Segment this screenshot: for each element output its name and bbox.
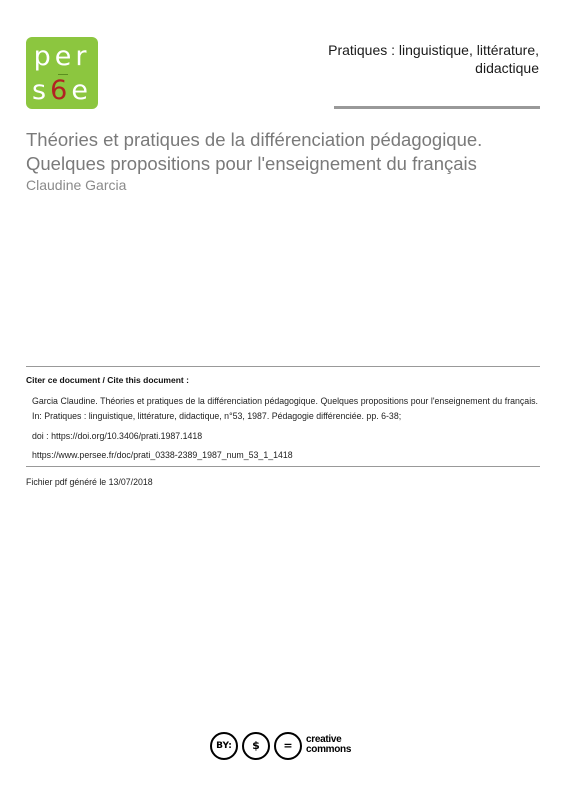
citation-heading: Citer ce document / Cite this document : [26, 375, 189, 385]
logo-text-bottom: s6e [32, 75, 92, 106]
cc-by-icon: BY: [210, 732, 238, 760]
logo-text-top: per [33, 41, 91, 72]
citation-bottom-rule [26, 466, 540, 467]
article-author: Claudine Garcia [26, 177, 127, 193]
persee-url-link[interactable]: https://www.persee.fr/doc/prati_0338-2389_1987_num_53_1_1418 [32, 450, 293, 460]
cc-noderivatives-icon: = [274, 732, 302, 760]
article-title: Théories et pratiques de la différenciation pédagogique. Quelques propositions pour l'enseignement du français [26, 129, 483, 174]
generated-date: Fichier pdf généré le 13/07/2018 [26, 477, 153, 487]
persee-logo[interactable] [26, 37, 98, 109]
citation-text: Garcia Claudine. Théories et pratiques de la différenciation pédagogique. Quelques propositions pour l'enseignement du français. In: Pratiques : linguistique, littérature, didactique, n°53, 1987. Pédagogie différenciée. pp. 6-38; [32, 396, 538, 421]
header-divider [334, 106, 540, 109]
citation-top-rule [26, 366, 540, 367]
cc-noncommercial-icon: $ [242, 732, 270, 760]
journal-name: Pratiques : linguistique, littérature, didactique [328, 42, 539, 76]
creative-commons-license[interactable] [210, 730, 360, 764]
cc-wordmark: creative commons [306, 734, 352, 755]
doi-link[interactable]: doi : https://doi.org/10.3406/prati.1987.1418 [32, 431, 203, 441]
